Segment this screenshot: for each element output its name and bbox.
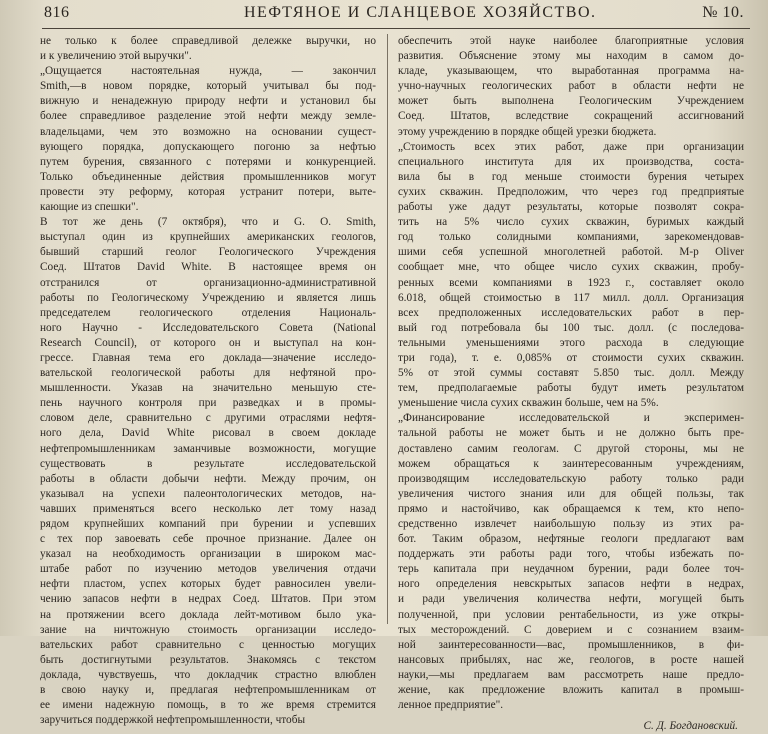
text-line: уменьшение числа сухих скважин больше, чем на 5%. xyxy=(398,397,659,410)
text-line: ее имени надежную помощь, в то же время стремится xyxy=(40,699,376,712)
text-line: путем бурения, связанного с потерями и конкуренцией. xyxy=(40,155,376,168)
text-line: ной заинтересованности—вас, промышленников, в фи- xyxy=(398,638,744,651)
text-line: Только объединенные действия промышленников могут xyxy=(40,170,376,183)
text-line: Соед. Штатов David White. В настоящее время он xyxy=(40,261,376,274)
text-line: увеличения чистого знания или для общей пользы, так xyxy=(398,487,744,500)
text-line: Research Council), от которого он и выступал на кон- xyxy=(40,336,376,349)
text-line: на протяжении всего доклада лейт-мотивом было ука- xyxy=(40,608,376,621)
text-line: доставлено самим геологам. С другой стороны, мы не xyxy=(398,442,744,455)
column-divider xyxy=(387,34,388,624)
text-line: „Финансирование исследовательской и эксперимен- xyxy=(398,412,744,425)
text-line: учно-научных геологических работ в области нефти не xyxy=(398,80,744,93)
text-line: и ради увеличения количества нефти, могущей быть xyxy=(398,593,744,606)
text-line: нефти пластом, успех которых будет равносилен увели- xyxy=(40,578,376,591)
left-column xyxy=(40,34,376,728)
text-line: рядом крупнейших компаний при бурении и успевших xyxy=(40,518,376,530)
text-line: обеспечить этой науке наиболее благоприятные условия xyxy=(398,35,744,47)
text-line: грессе. Главная тема его доклада—значение исследо- xyxy=(40,351,376,364)
text-line: ного определения невскрытых запасов нефти в недрах, xyxy=(398,578,744,591)
author-signature: С. Д. Богдановский. xyxy=(643,720,738,733)
text-line: вый год потребовала бы 100 тыс. долл. (с последова- xyxy=(398,321,744,334)
page-header xyxy=(44,2,744,24)
text-line: кладе, указывающем, что выработанная программа на- xyxy=(398,65,744,78)
text-line: выступал один из крупнейших американских геологов, xyxy=(40,231,376,244)
text-line: тых месторождений. С доверием и с сознанием взаим- xyxy=(398,623,744,636)
text-line: с тех пор завоевать себе прочное признание. Далее он xyxy=(40,533,376,546)
text-line: Соед. Штатов, вследствие сокращений ассигнований xyxy=(398,110,744,123)
text-line: Smith,—в новом порядке, который учитывал бы под- xyxy=(40,80,376,93)
text-line: жение, как предложение вложить капитал в промыш- xyxy=(398,684,744,697)
text-line: тальной работы не может быть и не должно быть пре- xyxy=(398,427,744,440)
text-line: вижную и ненадежную природу нефти и установил бы xyxy=(40,95,376,108)
text-line: развития. Объяснение этому мы находим в самом до- xyxy=(398,50,744,63)
text-line: В тот же день (7 октября), что и G. O. Smith, xyxy=(40,216,376,229)
header-rule xyxy=(42,28,750,29)
text-line: полученной, при условии рентабельности, из уже откры- xyxy=(398,608,744,621)
text-line: вила бы в год меньше стоимости бурения четырех xyxy=(398,170,744,183)
text-line: можем обращаться к заинтересованным учреждениям, xyxy=(398,457,744,470)
text-line: владельцами, чем это возможно на основании сущест- xyxy=(40,125,376,138)
text-line: может быть выполнена Геологическим Учреждением xyxy=(398,95,744,108)
text-line: этому учреждению в порядке общей урезки бюджета. xyxy=(398,125,657,138)
text-line: тельными уменьшениями этого расхода в следующие xyxy=(398,336,744,349)
text-line: ренных всеми компаниями в 1923 г., составляет около xyxy=(398,276,744,289)
text-line: в свою науку и, предлагая нефтепромышленникам от xyxy=(40,684,376,697)
text-line: сухих скважин. Предположим, что через год предприятые xyxy=(398,185,744,198)
text-line: шими себя успешной многолетней работой. М-р Oliver xyxy=(398,246,744,259)
text-line: провести эту реформу, которая устранит потери, выте- xyxy=(40,185,376,198)
text-line: существовать в результате исследовательской xyxy=(40,457,376,470)
text-line: производящим исследовательскую работу только ради xyxy=(398,472,744,485)
text-line: науки,—мы предлагаем вам рассмотреть наше предло- xyxy=(398,668,744,681)
text-line: терь капитала при неудачном бурении, ради более точ- xyxy=(398,563,744,576)
text-line: и к увеличению этой выручки". xyxy=(40,50,192,63)
text-line: 5% от этой суммы составят 5.850 тыс. долл. Между xyxy=(398,367,744,380)
text-line: заручиться поддержкой нефтепромышленности, чтобы xyxy=(40,714,306,727)
text-line: мышленности. Указав на значительно меньшую сте- xyxy=(40,382,376,395)
text-line: кающие из спешки". xyxy=(40,201,139,214)
text-line: быть достигнутыми результатов. Знакомясь с текстом xyxy=(40,653,376,666)
text-line: чению запасов нефти в недрах Соед. Штатов. При этом xyxy=(40,593,376,606)
text-line: не только к более справедливой дележке выручки, но xyxy=(40,35,376,47)
text-line: средственно извлечет наибольшую пользу из этих ра- xyxy=(398,518,744,530)
right-column xyxy=(398,34,744,734)
text-line: ного дела, David White рисовал в своем докладе xyxy=(40,427,376,440)
text-line: работы в области добычи нефти. Между прочим, он xyxy=(40,472,376,485)
text-line: отстранился от организационно-административной xyxy=(40,276,376,289)
text-line: 6.018, общей стоимостью в 117 милл. долл. Организация xyxy=(398,291,744,304)
text-line: ленное предприятие". xyxy=(398,699,504,712)
text-line: председателем геологического отделения Националь- xyxy=(40,306,376,319)
journal-title: НЕФТЯНОЕ И СЛАНЦЕВОЕ ХОЗЯЙСТВО. xyxy=(244,4,597,21)
text-line: указал на необходимость организации в широком мас- xyxy=(40,548,376,561)
text-line: сообщает мне, что общее число сухих скважин, пробу- xyxy=(398,261,744,274)
text-line: вательских работ сравнительно с ценностью могущих xyxy=(40,638,376,651)
text-line: бывший старший геолог Геологического Учреждения xyxy=(40,246,376,259)
text-line: пень научного контроля при разведках и в промы- xyxy=(40,397,376,410)
text-line: нансовых прибылях, нас же, геологов, в росте нашей xyxy=(398,653,744,666)
text-line: более справедливое разделение этой нефти между земле- xyxy=(40,110,376,123)
text-line: „Ощущается настоятельная нужда, — закончил xyxy=(40,65,376,78)
issue-number: № 10. xyxy=(702,4,744,21)
text-line: штабе работ по изучению методов увеличения отдачи xyxy=(40,563,376,576)
text-line: „Стоимость всех этих работ, даже при организации xyxy=(398,140,744,153)
text-line: указывал на успехи палеонтологических методов, на- xyxy=(40,487,376,500)
text-line: нефтепромышленникам заманчивые возможности, могущие xyxy=(40,442,376,455)
text-line: ного Научно - Исследовательского Совета (National xyxy=(40,321,376,334)
text-line: всех предположенных исследовательских работ в пер- xyxy=(398,306,744,319)
text-line: бот. Таким образом, нефтяные геологи предлагают вам xyxy=(398,533,744,546)
text-line: работы уже дадут результаты, которые позволят сокра- xyxy=(398,201,744,214)
page-number: 816 xyxy=(44,4,70,21)
text-line: прямо и настойчиво, как обращаемся к тем, кто непо- xyxy=(398,502,744,515)
text-line: три года), т. е. 0,085% от стоимости сухих скважин. xyxy=(398,351,744,364)
text-line: тем, предполагаемые работы будут иметь результатом xyxy=(398,382,744,395)
text-line: зание на ничтожную стоимость организации исследо- xyxy=(40,623,376,636)
text-line: специального института для их производства, соста- xyxy=(398,155,744,168)
text-line: год только солидными компаниями, зарекомендовав- xyxy=(398,231,744,244)
text-line: работы по Геологическому Учреждению и является лишь xyxy=(40,291,376,304)
text-line: чавших применяться всего несколько лет тому назад xyxy=(40,502,376,515)
text-line: поддержать эти работы ради того, чтобы избежать по- xyxy=(398,548,744,561)
text-line: словом деле, сравнительно с другими отраслями нефтя- xyxy=(40,412,376,425)
text-line: доклада, чувствуешь, что докладчик страстно влюблен xyxy=(40,668,376,681)
text-line: вательской геологической работы для нефтяной про- xyxy=(40,367,376,380)
text-line: вующего порядка, допускающего погоню за нефтью xyxy=(40,140,376,153)
text-line: тить на 5% число сухих скважин, буримых каждый xyxy=(398,216,744,229)
